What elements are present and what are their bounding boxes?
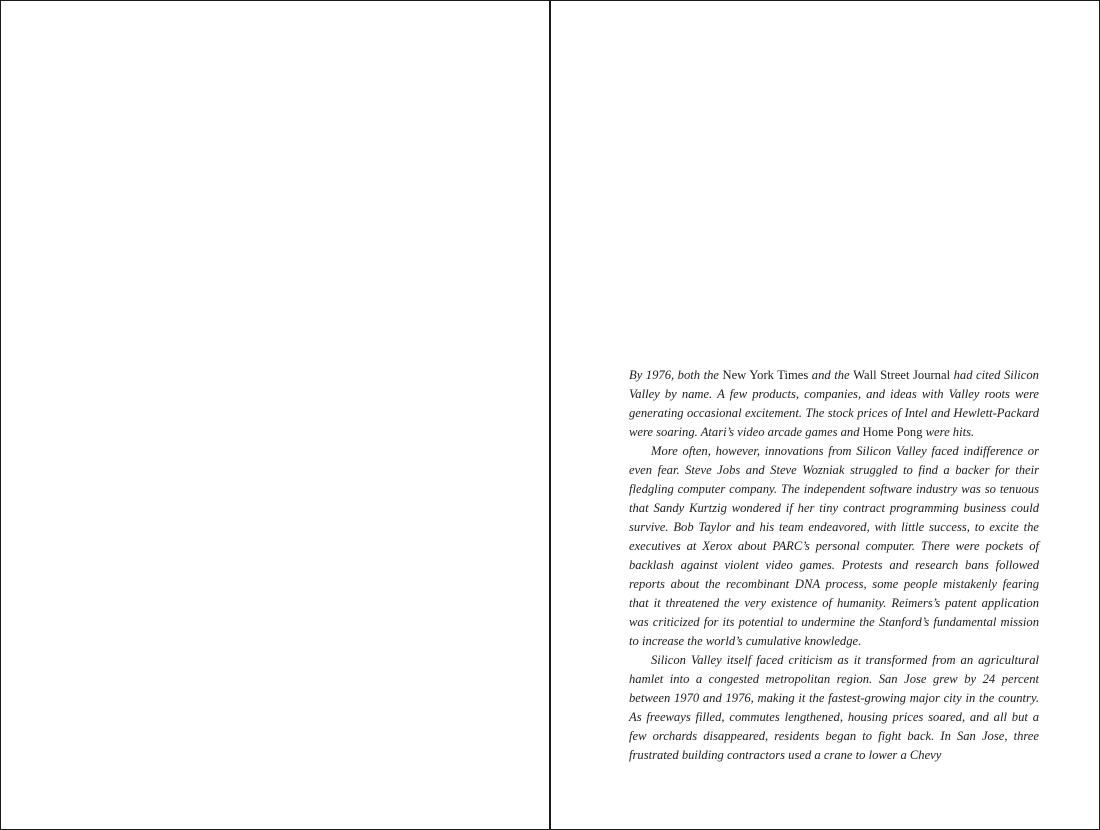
paragraph-3 xyxy=(629,651,1039,765)
newspaper-title-nyt: New York Times xyxy=(722,368,809,382)
text-run: By 1976, both the xyxy=(629,368,723,382)
body-text xyxy=(629,366,1039,765)
product-title-home-pong: Home Pong xyxy=(862,425,923,439)
text-run: were hits. xyxy=(922,425,975,439)
newspaper-title-wsj: Wall Street Journal xyxy=(853,368,951,382)
text-run: had cited Silicon Valley by name. A few products, companies, and ideas with Valley roots were generating occasional excitement. The stock prices of Intel and Hewlett-Packard were soaring. Atari’s video arcade games and xyxy=(629,368,1039,439)
text-run: and the xyxy=(808,368,854,382)
paragraph-2 xyxy=(629,442,1039,651)
text-run: Silicon Valley itself faced criticism as it transformed from an agricultural hamlet into a congested metropolitan region. San Jose grew by 24 percent between 1970 and 1976, making it the fastest-growing major city in the country. As freeways filled, commutes lengthened, housing prices soared, and all but a few orchards disappeared, residents began to fight back. In San Jose, three frustrated building contractors used a crane to lower a Chevy xyxy=(629,653,1039,762)
right-page xyxy=(550,0,1100,830)
text-run: More often, however, innovations from Silicon Valley faced indifference or even fear. Steve Jobs and Steve Wozniak struggled to find a backer for their fledgling computer company. The independent software industry was so tenuous that Sandy Kurtzig wondered if her tiny contract programming business could survive. Bob Taylor and his team endeavored, with little success, to excite the executives at Xerox about PARC’s personal computer. There were pockets of backlash against violent video games. Protests and research bans followed reports about the recombinant DNA process, some people mistakenly fearing that it threatened the very existence of humanity. Reimers’s patent application was criticized for its potential to undermine the Stanford’s fundamental mission to increase the world’s cumulative knowledge. xyxy=(629,444,1039,648)
paragraph-1 xyxy=(629,366,1039,442)
